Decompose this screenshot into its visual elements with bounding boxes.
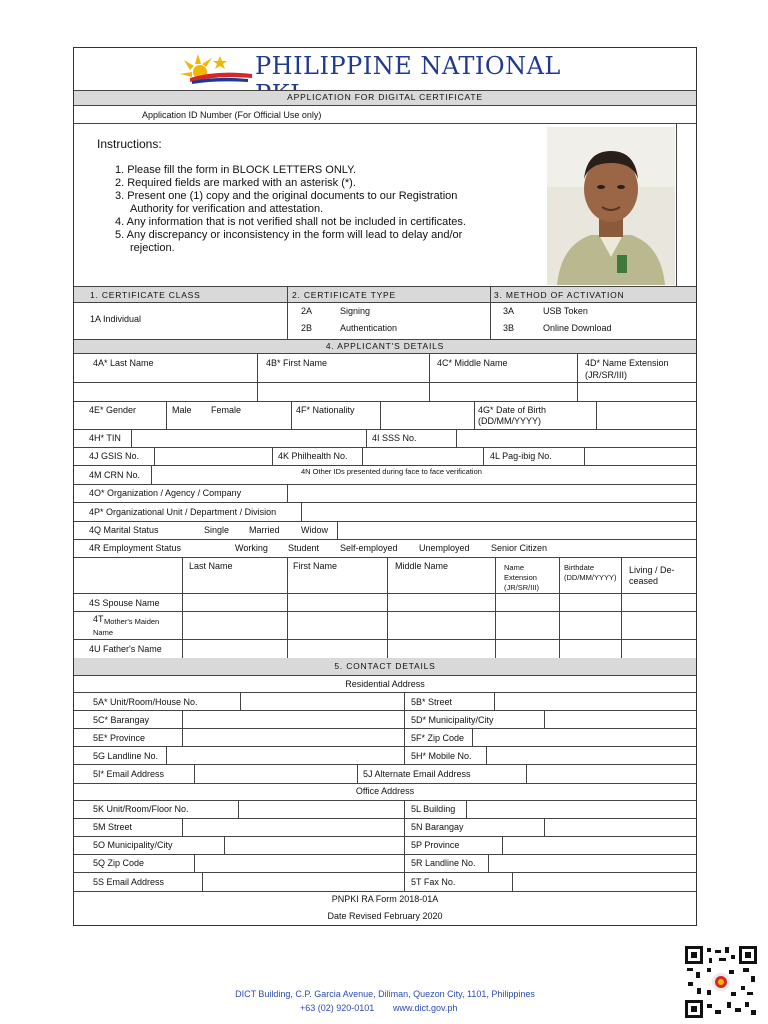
- act-3b-code[interactable]: 3B: [503, 323, 515, 333]
- instruction-item: 5. Any discrepancy or inconsistency in the form will lead to delay and/or: [115, 229, 463, 241]
- footer-website[interactable]: www.dict.gov.ph: [393, 1003, 458, 1013]
- act-3a-code[interactable]: 3A: [503, 306, 515, 316]
- last-name-input[interactable]: [75, 383, 256, 400]
- logo-text: PHILIPPINE NATIONAL: [255, 52, 561, 80]
- res-street-label: 5B* Street: [411, 697, 453, 707]
- off-landline-label: 5R Landline No.: [411, 858, 476, 868]
- family-col-ext: (JR/SR/III): [504, 583, 539, 592]
- res-zip-label: 5F* Zip Code: [411, 733, 465, 743]
- employment-unemployed[interactable]: Unemployed: [419, 543, 470, 553]
- instruction-item: 3. Present one (1) copy and the original documents to our Registration: [115, 190, 458, 202]
- crn-label: 4M CRN No.: [89, 470, 141, 480]
- pnpki-logo: [176, 50, 596, 88]
- qr-code: [685, 946, 757, 1018]
- off-municipality-label: 5O Municipality/City: [93, 840, 173, 850]
- off-fax-label: 5T Fax No.: [411, 877, 456, 887]
- gender-male[interactable]: Male: [172, 405, 192, 415]
- name-ext-sub: (JR/SR/III): [585, 370, 627, 380]
- family-col-ext: Name: [504, 563, 525, 572]
- type-2a-code[interactable]: 2A: [301, 306, 313, 316]
- employment-working[interactable]: Working: [235, 543, 268, 553]
- dob-label: 4G* Date of Birth: [478, 405, 547, 415]
- instruction-item: 4. Any information that is not verified shall not be included in certificates.: [115, 216, 466, 228]
- philhealth-label: 4K Philhealth No.: [278, 451, 348, 461]
- employment-student[interactable]: Student: [288, 543, 320, 553]
- family-col-living: ceased: [629, 576, 659, 586]
- family-col-ext: Extension: [504, 573, 537, 582]
- off-email-label: 5S Email Address: [93, 877, 165, 887]
- father-label: 4U Father's Name: [89, 644, 162, 654]
- tin-label: 4H* TIN: [89, 433, 121, 443]
- sss-label: 4I SSS No.: [372, 433, 417, 443]
- last-name-label: 4A* Last Name: [93, 358, 154, 368]
- off-unit-label: 5K Unit/Room/Floor No.: [93, 804, 189, 814]
- office-title: Office Address: [355, 786, 415, 796]
- type-2b-code[interactable]: 2B: [301, 323, 313, 333]
- contact-heading: 5. CONTACT DETAILS: [334, 661, 436, 671]
- dob-sub: (DD/MM/YYYY): [478, 416, 541, 426]
- type-2a-label[interactable]: Signing: [340, 306, 371, 316]
- footer-phone: +63 (02) 920-0101: [300, 1003, 375, 1013]
- family-col-living: Living / De-: [629, 565, 675, 575]
- res-landline-label: 5G Landline No.: [93, 751, 159, 761]
- pagibig-label: 4L Pag-ibig No.: [490, 451, 552, 461]
- cert-class-heading: 1. CERTIFICATE CLASS: [90, 290, 201, 300]
- res-alt-email-label: 5J Alternate Email Address: [363, 769, 471, 779]
- name-ext-label: 4D* Name Extension: [585, 358, 669, 368]
- marital-married[interactable]: Married: [249, 525, 280, 535]
- employment-label: 4R Employment Status: [89, 543, 182, 553]
- type-2b-label[interactable]: Authentication: [340, 323, 398, 333]
- marital-widow[interactable]: Widow: [301, 525, 329, 535]
- org-unit-label: 4P* Organizational Unit / Department / Division: [89, 507, 277, 517]
- other-ids-label: 4N Other IDs presented during face to face verification: [301, 467, 482, 476]
- mother-label: Name: [93, 628, 114, 637]
- date-revised: Date Revised February 2020: [327, 911, 443, 921]
- organization-label: 4O* Organization / Agency / Company: [89, 488, 242, 498]
- off-building-label: 5L Building: [411, 804, 456, 814]
- family-col-birth: (DD/MM/YYYY): [564, 573, 617, 582]
- activation-heading: 3. METHOD OF ACTIVATION: [494, 290, 625, 300]
- res-municipality-label: 5D* Municipality/City: [411, 715, 494, 725]
- sun-icon: [176, 50, 254, 86]
- nationality-label: 4F* Nationality: [296, 405, 355, 415]
- off-street-label: 5M Street: [93, 822, 133, 832]
- family-col-birth: Birthdate: [564, 563, 595, 572]
- res-province-label: 5E* Province: [93, 733, 146, 743]
- middle-name-label: 4C* Middle Name: [437, 358, 508, 368]
- marital-single[interactable]: Single: [204, 525, 230, 535]
- family-col-last: Last Name: [189, 561, 233, 571]
- residential-title: Residential Address: [345, 679, 425, 689]
- family-col-first: First Name: [293, 561, 338, 571]
- act-3a-label[interactable]: USB Token: [543, 306, 588, 316]
- res-unit-label: 5A* Unit/Room/House No.: [93, 697, 198, 707]
- spouse-label: 4S Spouse Name: [89, 598, 160, 608]
- instruction-item: rejection.: [130, 242, 175, 254]
- employment-self[interactable]: Self-employed: [340, 543, 398, 553]
- middle-name-input[interactable]: [430, 383, 576, 400]
- form-title: APPLICATION FOR DIGITAL CERTIFICATE: [287, 92, 483, 102]
- marital-label: 4Q Marital Status: [89, 525, 159, 535]
- first-name-input[interactable]: [258, 383, 428, 400]
- mother-code: 4T: [93, 614, 104, 624]
- family-col-middle: Middle Name: [395, 561, 449, 571]
- first-name-label: 4B* First Name: [266, 358, 328, 368]
- mother-label: Mother's Maiden: [104, 617, 160, 626]
- instruction-item: 1. Please fill the form in BLOCK LETTERS ONLY.: [115, 164, 357, 176]
- cert-type-heading: 2. CERTIFICATE TYPE: [292, 290, 396, 300]
- off-zip-label: 5Q Zip Code: [93, 858, 145, 868]
- instruction-item: Authority for verification and attestation.: [130, 203, 324, 215]
- res-mobile-label: 5H* Mobile No.: [411, 751, 472, 761]
- gender-female[interactable]: Female: [211, 405, 242, 415]
- res-email-label: 5I* Email Address: [93, 769, 165, 779]
- off-province-label: 5P Province: [411, 840, 460, 850]
- res-barangay-label: 5C* Barangay: [93, 715, 150, 725]
- instruction-item: 2. Required fields are marked with an asterisk (*).: [115, 177, 356, 189]
- form-number: PNPKI RA Form 2018-01A: [331, 894, 439, 904]
- employment-senior[interactable]: Senior Citizen: [491, 543, 548, 553]
- instructions-title: Instructions:: [97, 137, 162, 151]
- gsis-label: 4J GSIS No.: [89, 451, 140, 461]
- applicant-heading: 4. APPLICANT'S DETAILS: [325, 341, 445, 351]
- applicant-photo: [547, 127, 675, 285]
- gender-label: 4E* Gender: [89, 405, 137, 415]
- footer-address: DICT Building, C.P. Garcia Avenue, Diliman, Quezon City, 1101, Philippines: [235, 989, 535, 999]
- off-barangay-label: 5N Barangay: [411, 822, 464, 832]
- application-id-label: Application ID Number (For Official Use only): [142, 110, 322, 120]
- act-3b-label[interactable]: Online Download: [543, 323, 612, 333]
- class-1a-option[interactable]: 1A Individual: [90, 314, 142, 324]
